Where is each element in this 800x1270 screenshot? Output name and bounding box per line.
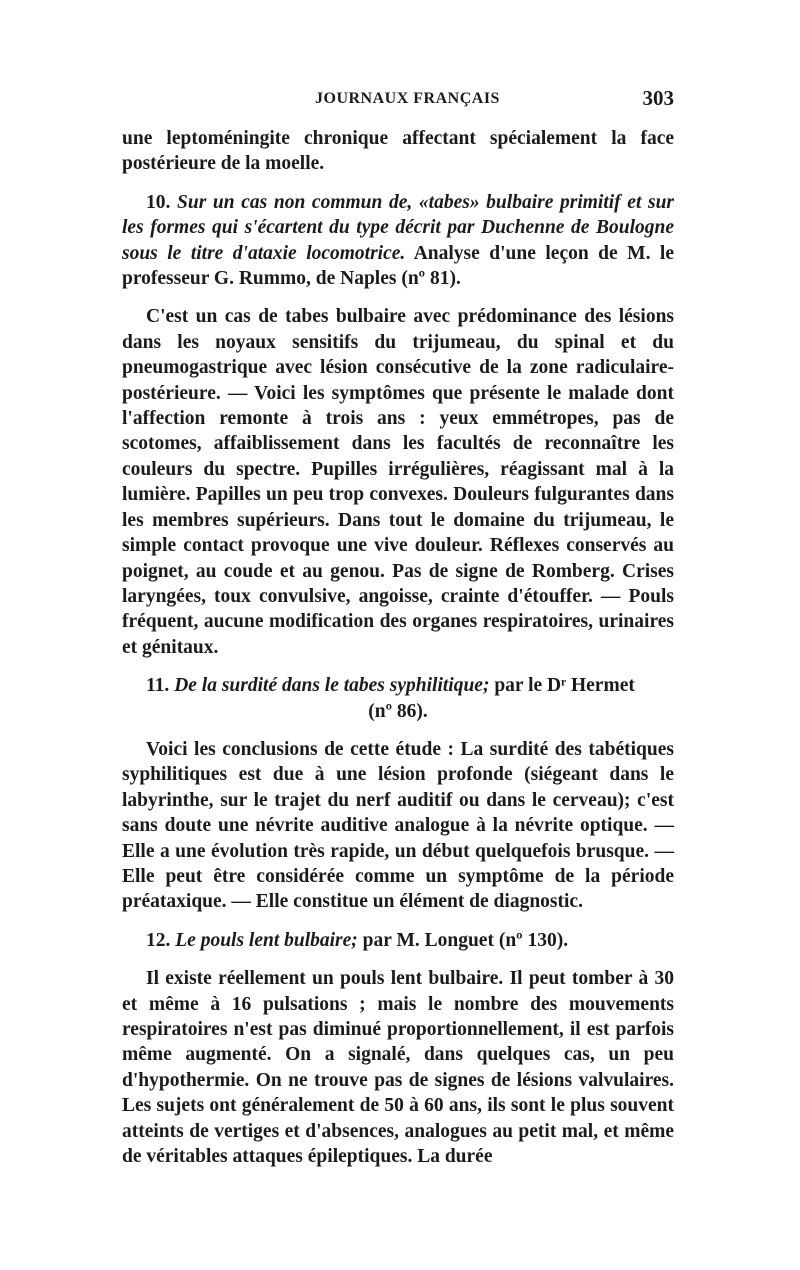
entry-11-title: De la surdité dans le tabes syphilitique; <box>174 675 490 697</box>
entry-10-number: 10. <box>146 191 178 213</box>
entry-12-rest: par M. Longuet (nº 130). <box>357 929 569 951</box>
document-page <box>122 86 674 1169</box>
entry-12-title: Le pouls lent bulbaire; <box>175 929 358 951</box>
entry-10-rest: Analyse d'une leçon de M. le professeur G. Rummo, de Naples (nº 81). <box>122 242 674 290</box>
entry-11-ref: (nº 86). <box>368 700 428 722</box>
entry-10-title: Sur un cas non commun de, «tabes» bulbaire primitif et sur les formes qui s'écartent du type décrit par Duchenne de Boulogne sous le titre d'ataxie locomotrice. <box>122 191 675 264</box>
paragraph-continuation: une leptoméningite chronique affectant spécialement la face postérieure de la moelle. <box>122 128 674 175</box>
entry-11 <box>122 673 674 698</box>
entry-10 <box>122 190 674 292</box>
entry-11-number: 11. <box>146 675 175 697</box>
entry-12-number: 12. <box>146 929 176 951</box>
paragraph-surdite: Voici les conclusions de cette étude : La surdité des tabétiques syphilitiques est due à une lésion profonde (siégeant dans le labyrinthe, sur le trajet du nerf auditif ou dans le cerveau); c'est sans doute une névrite auditive analogue à la névrite optique. — Elle a une évolution très rapide, un début quelquefois brusque. — Elle peut être considérée comme un symptôme de la période préataxique. — Elle constitue un élément de diagnostic. <box>122 738 674 913</box>
page-number: 303 <box>642 86 674 110</box>
paragraph-pouls-lent: Il existe réellement un pouls lent bulbaire. Il peut tomber à 30 et même à 16 pulsations ; mais le nombre des mouvements respiratoires n'est pas diminué proportionnellement, il est parfois même augmenté. On a signalé, dans quelques cas, un peu d'hypothermie. On ne trouve pas de signes de lésions valvulaires. Les sujets ont généralement de 50 à 60 ans, ils sont le plus souvent atteints de vertiges et d'absences, analogues au petit mal, et même de véritables attaques épileptiques. La durée <box>122 968 674 1168</box>
paragraph-tabes-bulbaire: C'est un cas de tabes bulbaire avec prédominance des lésions dans les noyaux sensitifs du trijumeau, du spinal et du pneumogastrique avec lésion consécutive de la zone radiculaire-postérieure. — Voici les symptômes que présente le malade dont l'affection remonte à trois ans : yeux emmétropes, pas de scotomes, affaiblissement dans les facultés de reconnaître les couleurs du spectre. Pupilles irrégulières, réagissant mal à la lumière. Papilles un peu trop convexes. Douleurs fulgurantes dans les membres supérieurs. Dans tout le domaine du trijumeau, le simple contact provoque une vive douleur. Réflexes conservés au poignet, au coude et au genou. Pas de signe de Romberg. Crises laryngées, toux convulsive, angoisse, crainte d'étouffer. — Pouls fréquent, aucune modification des organes respiratoires, urinaires et génitaux. <box>122 306 674 658</box>
page-header <box>122 86 674 126</box>
entry-11-rest: par le Dʳ Hermet <box>489 675 635 697</box>
entry-12 <box>122 928 674 953</box>
running-title: JOURNAUX FRANÇAIS <box>315 90 500 107</box>
